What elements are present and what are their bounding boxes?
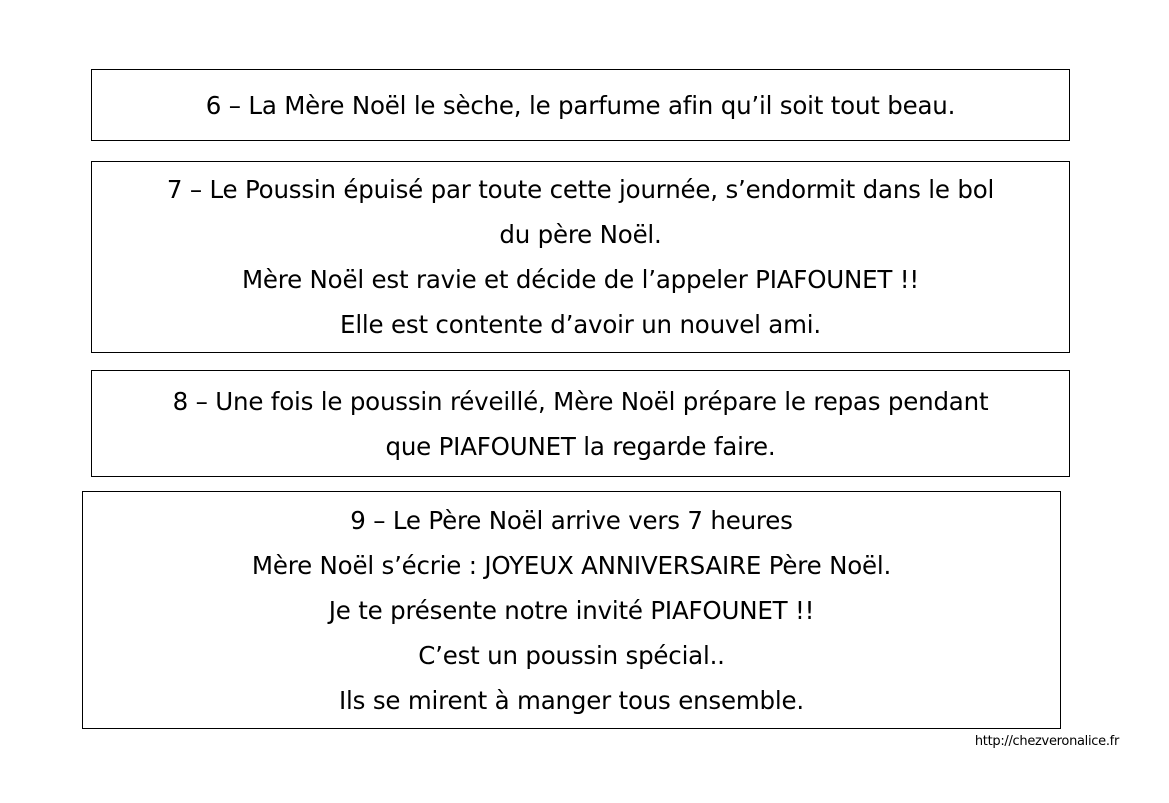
- story-line: du père Noël.: [499, 220, 662, 249]
- story-line: Elle est contente d’avoir un nouvel ami.: [340, 310, 821, 339]
- story-card-7: [91, 161, 1070, 353]
- story-card-9: [82, 491, 1061, 729]
- story-line: 7 – Le Poussin épuisé par toute cette journée, s’endormit dans le bol: [166, 175, 995, 204]
- story-card-6: [91, 69, 1070, 141]
- story-line: 9 – Le Père Noël arrive vers 7 heures: [350, 505, 793, 535]
- story-line: C’est un poussin spécial..: [418, 640, 725, 670]
- story-line: Ils se mirent à manger tous ensemble.: [339, 685, 804, 715]
- story-card-8: [91, 370, 1070, 477]
- story-line: Mère Noël s’écrie : JOYEUX ANNIVERSAIRE Père Noël.: [251, 550, 892, 580]
- story-line: Mère Noël est ravie et décide de l’appeler PIAFOUNET !!: [241, 265, 920, 294]
- source-url: http://chezveronalice.fr: [974, 734, 1119, 749]
- story-line: 6 – La Mère Noël le sèche, le parfume afin qu’il soit tout beau.: [205, 90, 956, 120]
- story-line: que PIAFOUNET la regarde faire.: [385, 431, 776, 461]
- story-line: 8 – Une fois le poussin réveillé, Mère Noël prépare le repas pendant: [172, 386, 989, 416]
- story-line: Je te présente notre invité PIAFOUNET !!: [328, 595, 815, 625]
